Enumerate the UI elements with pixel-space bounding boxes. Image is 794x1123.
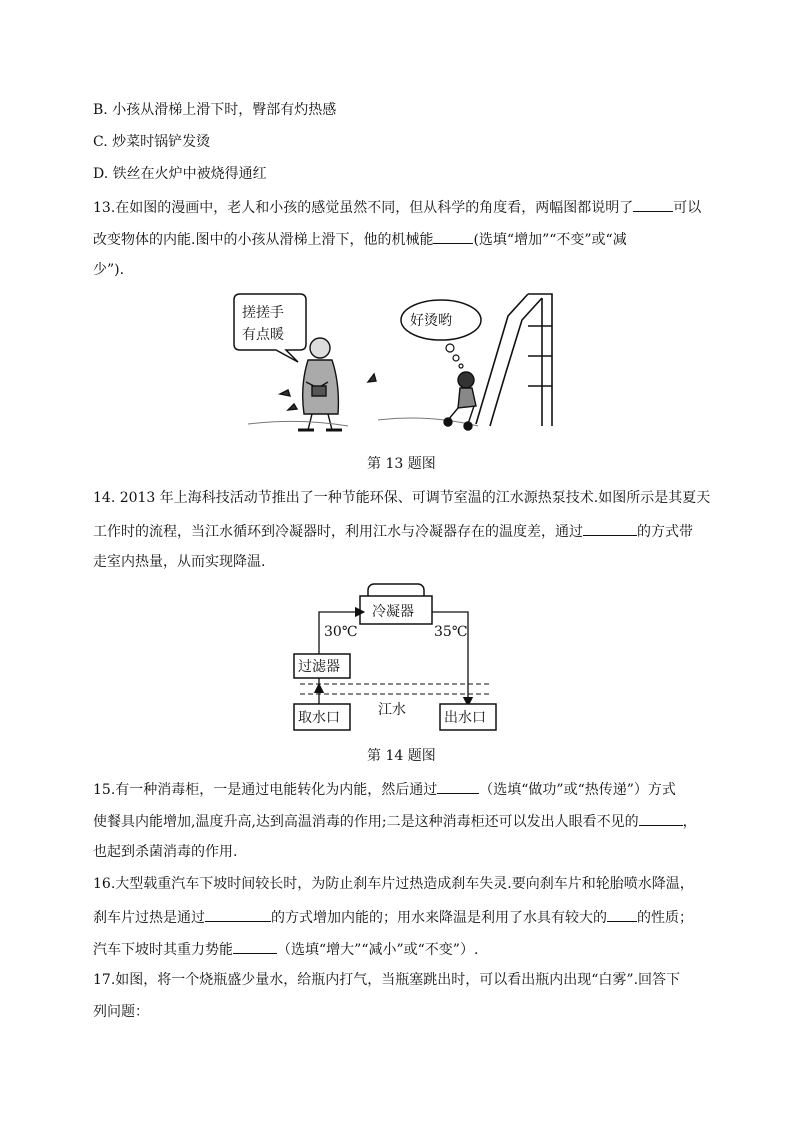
q15-line-1: 15.有一种消毒柜，一是通过电能转化为内能，然后通过 （选填“做功”或“热传递”）方式 [93,779,676,799]
option-d: D. 铁丝在火炉中被烧得通红 [93,166,267,182]
q17-line-2: 列问题： [93,1004,149,1020]
q15-blank-2 [639,811,683,826]
old-man-figure [280,338,376,430]
q15-line-2: 使餐具内能增加,温度升高,达到高温消毒的作用;二是这种消毒柜还可以发出人眼看不见的 ， [93,811,697,831]
q14-caption: 第 14 题图 [367,748,436,764]
q13-cartoon [228,286,563,438]
q16-blank-2 [607,907,637,922]
intake-box [294,704,350,730]
river-label: 江水 [378,702,406,718]
q16-line-1: 16.大型载重汽车下坡时间较长时，为防止刹车片过热造成刹车失灵.要向刹车片和轮胎喷水降温， [93,876,694,892]
bubble-old-line-2: 有点暖 [242,327,284,343]
slide [476,294,552,426]
bubble-kid-text: 好烫哟 [410,313,452,329]
q14-line-3: 走室内热量，从而实现降温. [93,554,266,570]
kid-figure [444,372,476,430]
bubble-old-line-1: 搓搓手 [242,305,284,321]
q15-line-3: 也起到杀菌消毒的作用. [93,844,238,860]
temp-out: 35℃ [434,624,468,640]
option-c: C. 炒菜时锅铲发烫 [93,134,211,150]
q16-line-2: 刹车片过热是通过 的方式增加内能的；用水来降温是利用了水具有较大的 的性质； [93,907,693,927]
filter-box [294,654,350,678]
old-man-speech-bubble [234,294,306,362]
intake-label: 取水口 [298,710,340,726]
q14-line-2: 工作时的流程，当江水循环到冷凝器时，利用江水与冷凝器存在的温度差，通过 的方式带 [93,521,693,541]
q13-line-1: 13.在如图的漫画中，老人和小孩的感觉虽然不同，但从科学的角度看，两幅图都说明了 可以 [93,197,701,217]
q16-blank-3 [233,939,277,954]
q14-flow-diagram [288,576,503,736]
q14-line-1: 14. 2013 年上海科技活动节推出了一种节能环保、可调节室温的江水源热泵技术.如图所示是其夏天 [93,490,711,506]
condenser-box [360,584,432,624]
outlet-box [440,704,496,730]
q16-blank-1 [205,907,271,922]
filter-label: 过滤器 [298,659,340,675]
q13-caption: 第 13 题图 [367,456,436,472]
temp-in: 30℃ [324,624,358,640]
q16-line-3: 汽车下坡时其重力势能 （选填“增大”“减小”或“不变”）. [93,939,478,959]
q13-line-3: 少”). [93,262,125,278]
q17-line-1: 17.如图，将一个烧瓶盛少量水，给瓶内打气，当瓶塞跳出时，可以看出瓶内出现“白雾”.回答下 [93,972,681,988]
q13-blank-2 [433,229,473,244]
kid-thought-bubble [401,300,481,368]
condenser-label: 冷凝器 [372,604,414,620]
q13-line-2: 改变物体的内能.图中的小孩从滑梯上滑下，他的机械能 (选填“增加”“不变”或“减 [93,229,627,249]
q14-blank-1 [583,521,637,536]
outlet-label: 出水口 [444,710,486,726]
q15-blank-1 [437,779,479,794]
option-b: B. 小孩从滑梯上滑下时，臀部有灼热感 [93,102,337,118]
q13-blank-1 [633,197,673,212]
